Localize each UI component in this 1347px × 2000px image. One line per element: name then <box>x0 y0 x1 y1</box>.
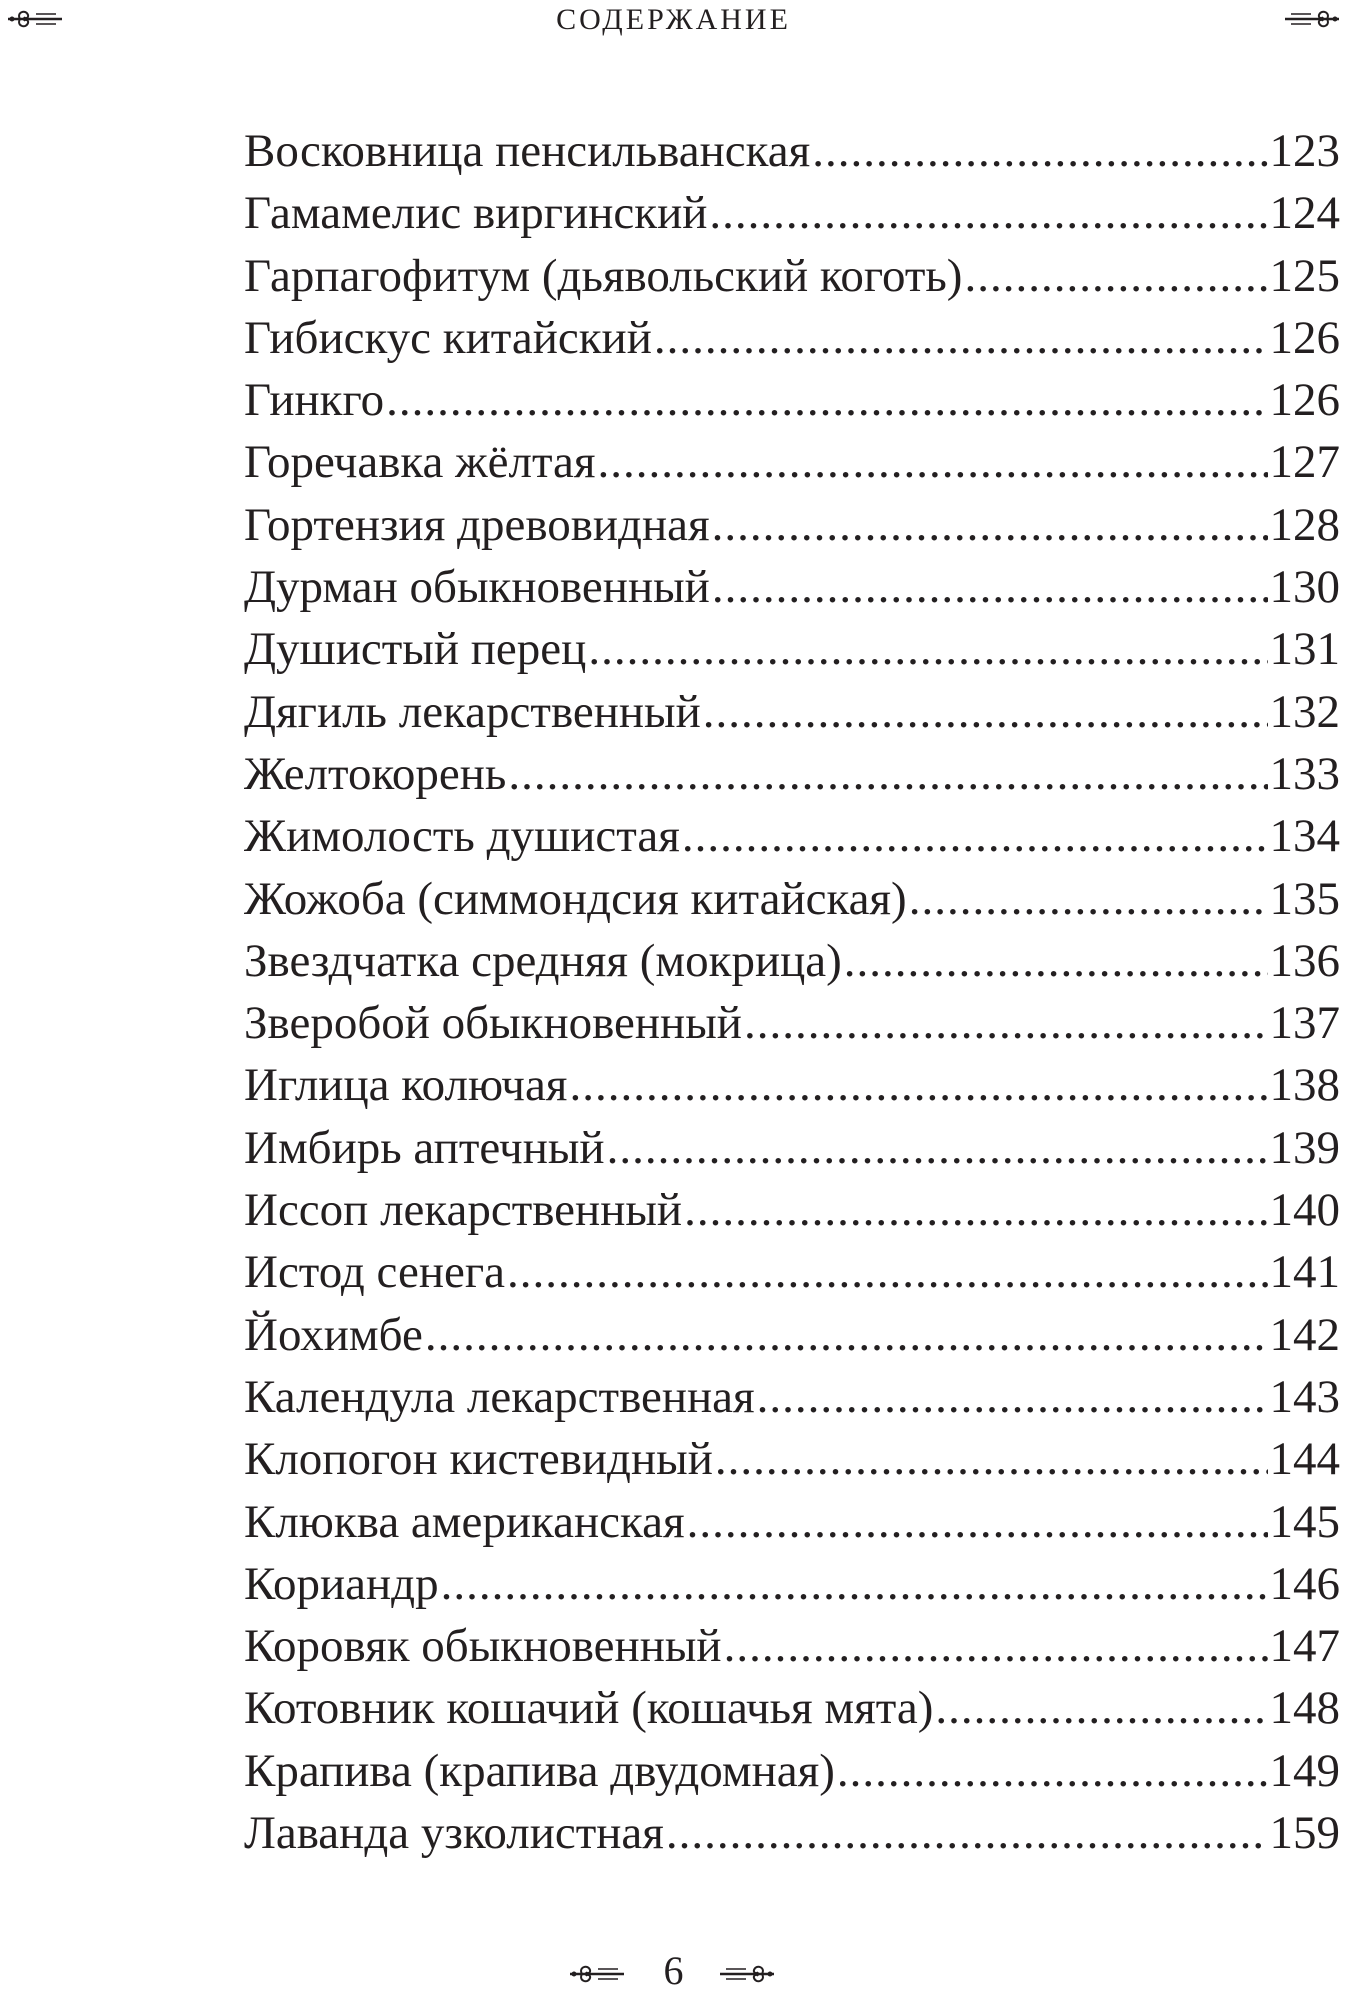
dot-leader <box>598 431 1268 493</box>
toc-entry-title: Гинкго <box>244 374 385 427</box>
toc-entry[interactable] <box>244 868 1340 930</box>
toc-entry-title: Дурман обыкновенный <box>244 561 710 614</box>
toc-entry[interactable] <box>244 805 1340 867</box>
toc-entry[interactable] <box>244 930 1340 992</box>
toc-entry-title: Восковница пенсильванская <box>244 125 811 177</box>
toc-entry-title: Коровяк обыкновенный <box>244 1620 722 1673</box>
toc-entry-page: 145 <box>1269 1495 1340 1548</box>
toc-entry-page: 144 <box>1269 1433 1340 1486</box>
toc-entry-title: Гамамелис виргинский <box>244 187 708 240</box>
toc-entry-page: 132 <box>1269 685 1340 738</box>
toc-entry-title: Крапива (крапива двудомная) <box>244 1744 835 1797</box>
toc-entry-title: Истод сенега <box>244 1246 505 1299</box>
toc-entry[interactable] <box>244 1677 1340 1739</box>
toc-entry-title: Лаванда узколистная <box>244 1807 664 1860</box>
dot-leader <box>812 120 1267 182</box>
toc-entry-title: Гортензия древовидная <box>244 498 710 551</box>
toc-entry-page: 128 <box>1269 498 1340 551</box>
dot-leader <box>425 1304 1268 1366</box>
dot-leader <box>386 369 1267 431</box>
toc-entry-page: 143 <box>1269 1370 1340 1423</box>
dot-leader <box>684 1179 1267 1241</box>
toc-entry-page: 124 <box>1269 187 1340 240</box>
toc-entry-title: Гарпагофитум (дьявольский коготь) <box>244 249 963 302</box>
dot-leader <box>654 307 1268 369</box>
toc-entry[interactable] <box>244 1366 1340 1428</box>
toc-entry-title: Клопогон кистевидный <box>244 1433 713 1486</box>
toc-entry[interactable] <box>244 1491 1340 1553</box>
table-of-contents <box>244 120 1340 1864</box>
toc-entry[interactable] <box>244 1428 1340 1490</box>
toc-entry-page: 126 <box>1269 311 1340 364</box>
toc-entry-title: Зверобой обыкновенный <box>244 997 742 1050</box>
toc-entry-page: 149 <box>1269 1744 1340 1797</box>
toc-entry[interactable] <box>244 681 1340 743</box>
dot-leader <box>441 1553 1268 1615</box>
dot-leader <box>757 1366 1268 1428</box>
toc-entry-page: 142 <box>1269 1308 1340 1361</box>
toc-entry[interactable] <box>244 1553 1340 1615</box>
dot-leader <box>703 681 1268 743</box>
toc-entry-title: Иссоп лекарственный <box>244 1184 683 1237</box>
toc-entry-title: Йохимбе <box>244 1308 423 1361</box>
toc-entry-page: 135 <box>1269 872 1340 925</box>
toc-entry-page: 139 <box>1269 1121 1340 1174</box>
toc-entry-title: Звездчатка средняя (мокрица) <box>244 934 842 987</box>
dot-leader <box>588 618 1267 680</box>
running-header <box>0 0 1347 60</box>
toc-entry[interactable] <box>244 1615 1340 1677</box>
toc-entry[interactable] <box>244 494 1340 556</box>
dot-leader <box>964 245 1267 307</box>
toc-entry-title: Горечавка жёлтая <box>244 436 596 489</box>
dot-leader <box>837 1740 1268 1802</box>
toc-entry[interactable] <box>244 1241 1340 1303</box>
dot-leader <box>709 182 1267 244</box>
dot-leader <box>844 930 1268 992</box>
dot-leader <box>715 1428 1268 1490</box>
toc-entry[interactable] <box>244 1304 1340 1366</box>
toc-entry-title: Иглица колючая <box>244 1059 568 1112</box>
toc-entry-page: 130 <box>1269 561 1340 614</box>
page-footer <box>0 1945 1347 1995</box>
toc-entry[interactable] <box>244 556 1340 618</box>
toc-entry-title: Календула лекарственная <box>244 1370 755 1423</box>
toc-entry-page: 127 <box>1269 436 1340 489</box>
toc-entry-page: 123 <box>1269 125 1340 177</box>
toc-entry-title: Имбирь аптечный <box>244 1121 605 1174</box>
toc-entry-page: 146 <box>1269 1557 1340 1610</box>
toc-entry-page: 125 <box>1269 249 1340 302</box>
dot-leader <box>508 743 1267 805</box>
scroll-ornament-icon <box>718 1961 776 1987</box>
toc-entry-title: Кориандр <box>244 1557 439 1610</box>
dot-leader <box>712 494 1268 556</box>
toc-entry-title: Гибискус китайский <box>244 311 652 364</box>
toc-entry-title: Желтокорень <box>244 747 507 800</box>
toc-entry[interactable] <box>244 1117 1340 1179</box>
running-header-title: СОДЕРЖАНИЕ <box>556 3 791 36</box>
toc-entry[interactable] <box>244 992 1340 1054</box>
toc-entry-title: Дягиль лекарственный <box>244 685 701 738</box>
toc-entry-page: 141 <box>1269 1246 1340 1299</box>
toc-entry-page: 159 <box>1269 1807 1340 1860</box>
toc-entry-title: Душистый перец <box>244 623 587 676</box>
toc-entry[interactable] <box>244 743 1340 805</box>
dot-leader <box>909 868 1268 930</box>
toc-entry-page: 137 <box>1269 997 1340 1050</box>
toc-entry-page: 140 <box>1269 1184 1340 1237</box>
toc-entry[interactable] <box>244 618 1340 680</box>
toc-entry[interactable] <box>244 120 1340 182</box>
dot-leader <box>724 1615 1268 1677</box>
toc-entry-page: 126 <box>1269 374 1340 427</box>
toc-entry[interactable] <box>244 1179 1340 1241</box>
toc-entry[interactable] <box>244 1054 1340 1116</box>
scroll-ornament-icon <box>1283 6 1341 32</box>
toc-entry-page: 147 <box>1269 1620 1340 1673</box>
dot-leader <box>607 1117 1268 1179</box>
dot-leader <box>712 556 1268 618</box>
dot-leader <box>569 1054 1267 1116</box>
toc-entry-page: 131 <box>1269 623 1340 676</box>
toc-entry-page: 134 <box>1269 810 1340 863</box>
toc-entry-page: 148 <box>1269 1682 1340 1735</box>
dot-leader <box>666 1802 1268 1864</box>
toc-entry-title: Клюква американская <box>244 1495 685 1548</box>
toc-entry[interactable] <box>244 1802 1340 1864</box>
toc-entry[interactable] <box>244 1740 1340 1802</box>
toc-entry[interactable] <box>244 182 1340 244</box>
toc-entry[interactable] <box>244 431 1340 493</box>
dot-leader <box>682 805 1268 867</box>
toc-entry-title: Котовник кошачий (кошачья мята) <box>244 1682 934 1735</box>
toc-entry[interactable] <box>244 245 1340 307</box>
dot-leader <box>687 1491 1268 1553</box>
toc-entry-page: 138 <box>1269 1059 1340 1112</box>
toc-entry-title: Жожоба (симмондсия китайская) <box>244 872 907 925</box>
toc-entry-title: Жимолость душистая <box>244 810 680 863</box>
toc-entry-page: 133 <box>1269 747 1340 800</box>
dot-leader <box>935 1677 1267 1739</box>
toc-entry[interactable] <box>244 369 1340 431</box>
dot-leader <box>744 992 1268 1054</box>
toc-entry[interactable] <box>244 307 1340 369</box>
page-number: 6 <box>663 1948 684 1993</box>
dot-leader <box>507 1241 1268 1303</box>
toc-entry-page: 136 <box>1269 934 1340 987</box>
